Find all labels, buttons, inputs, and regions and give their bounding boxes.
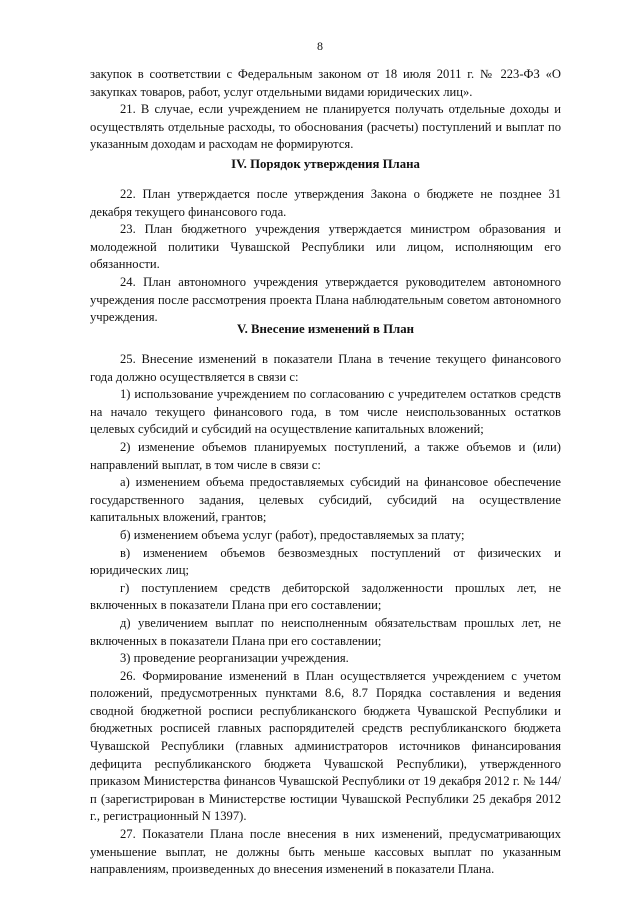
paragraph-23: 23. План бюджетного учреждения утверждается министром образования и молодежной политики Чувашской Республики или лицом, исполняющим его обязанности. bbox=[90, 222, 561, 272]
list-item-2b: б) изменением объема услуг (работ), предоставляемых за плату; bbox=[120, 527, 465, 542]
page-number: 8 bbox=[317, 39, 323, 53]
paragraph-22: 22. План утверждается после утверждения Закона о бюджете не позднее 31 декабря текущего финансового года. bbox=[90, 187, 561, 219]
list-item-2c: в) изменением объемов безвозмездных поступлений от физических и юридических лиц; bbox=[90, 545, 561, 578]
paragraph-21: 21. В случае, если учреждением не планируется получать отдельные доходы и осуществлять отдельные расходы, то обоснования (расчеты) поступлений и выплат по указанным доходам и расходам не формируются. bbox=[90, 102, 561, 152]
list-item-2d: г) поступлением средств дебиторской задолженности прошлых лет, не включенных в показатели Плана при его составлении; bbox=[90, 580, 561, 613]
section-4-text bbox=[90, 186, 561, 327]
section-5-heading: V. Внесение изменений в План bbox=[237, 322, 414, 336]
list-item-2a: а) изменением объема предоставляемых субсидий на финансовое обеспечение государственного задания, целевых субсидий, субсидий на осуществление капитальных вложений, грантов; bbox=[90, 475, 561, 525]
section-4-heading: IV. Порядок утверждения Плана bbox=[231, 157, 420, 171]
paragraph-26: 26. Формирование изменений в План осуществляется учреждением с учетом положений, предусмотренных пунктами 8.6, 8.7 Порядка составления и ведения сводной бюджетной росписи республиканского бюджета Чувашской Республики и бюджетных росписей главных распорядителей средств республиканского бюджета Чувашской Республики (главных администраторов источников финансирования дефицита республиканского бюджета Чувашской Республики), утвержденного приказом Министерства финансов Чувашской Республики от 19 декабря 2012 г. № 144/п (зарегистрирован в Министерстве юстиции Чувашской Республики 25 декабря 2012 г., регистрационный N 1397). bbox=[90, 668, 561, 824]
intro-text bbox=[90, 66, 561, 154]
section-5-text bbox=[90, 351, 561, 879]
paragraph-continuation: закупок в соответствии с Федеральным законом от 18 июля 2011 г. № 223-ФЗ «О закупках товаров, работ, услуг отдельными видами юридических лиц». bbox=[90, 67, 561, 99]
paragraph-25: 25. Внесение изменений в показатели Плана в течение текущего финансового года должно осуществляется в связи с: bbox=[90, 352, 561, 384]
list-item-3: 3) проведение реорганизации учреждения. bbox=[120, 651, 349, 666]
list-item-1: 1) использование учреждением по согласованию с учредителем остатков средств на начало текущего финансового года, в том числе неиспользованных остатков целевых субсидий и субсидий на осуществление капитальных вложений; bbox=[90, 387, 561, 437]
list-item-2: 2) изменение объемов планируемых поступлений, а также объемов и (или) направлений выплат, в том числе в связи с: bbox=[90, 439, 561, 472]
paragraph-24: 24. План автономного учреждения утверждается руководителем автономного учреждения после рассмотрения проекта Плана наблюдательным советом автономного учреждения. bbox=[90, 274, 561, 325]
paragraph-27: 27. Показатели Плана после внесения в них изменений, предусматривающих уменьшение выплат, не должны быть меньше кассовых выплат по указанным направлениям, произведенных до внесения изменений в показатели Плана. bbox=[90, 827, 561, 877]
list-item-2e: д) увеличением выплат по неисполненным обязательствам прошлых лет, не включенных в показатели Плана при его составлении; bbox=[90, 615, 561, 648]
